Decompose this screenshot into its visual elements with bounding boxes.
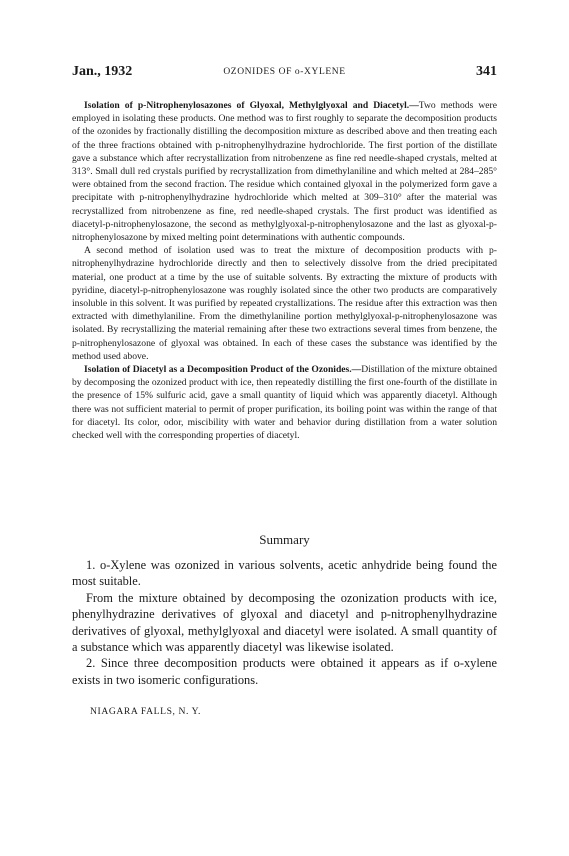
page-number: 341 xyxy=(476,64,497,79)
paragraph-osazones xyxy=(72,99,497,244)
section-heading-osazones: Isolation of p-Nitrophenylosazones of Glyoxal, Methylglyoxal and Diacetyl.— xyxy=(84,100,419,111)
paragraph-text: Distillation of the mixture obtained by decomposing the ozonized product with ice, then repeatedly distilling the first one-fourth of the distillate in the presence of 15% sulfuric acid, gave a small quantity of liquid which was apparently diacetyl. Although there was not sufficient material to permit of proper purification, its boiling point was within the range of that for diacetyl. Its color, odor, miscibility with water and behavior during distillation from a water solution checked well with the corresponding properties of diacetyl. xyxy=(72,364,497,442)
paragraph-second-method xyxy=(72,244,497,363)
author-affiliation: NIAGARA FALLS, N. Y. xyxy=(90,706,201,717)
paragraph-text: Two methods were employed in isolating these products. One method was to first roughly to separate the decomposition products of the ozonides by fractionally distilling the decomposition mixture as described above and then treating each of the three fractions obtained with p-nitrophenylhydrazine hydrochloride. The first portion of the distillate gave a substance which after recrystallization from nitrobenzene as fine red needle-shaped crystals, melted at 313°. Small dull red crystals purified by recrystallization from dimethylaniline and which melted at 284–285° were obtained from the second fraction. The residue which contained glyoxal in the polymerized form gave a precipitate with p-nitrophenylhydrazine hydrochloride which melted at 309–310° after the material was recrystallized from nitrobenzene as fine, red needle-shaped crystals. The first product was identified as diacetyl-p-nitrophenylosazone, the second as methylglyoxal-p-nitrophenylosazone and the last as glyoxal-p-nitrophenylosazone by mixed melting point determinations with authentic compounds. xyxy=(72,100,497,244)
issue-date: Jan., 1932 xyxy=(72,64,133,79)
summary-paragraph-1: 1. o-Xylene was ozonized in various solvents, acetic anhydride being found the most suitable. xyxy=(72,558,497,589)
summary-text xyxy=(72,557,497,688)
summary-paragraph-2: From the mixture obtained by decomposing the ozonization products with ice, phenylhydrazine derivatives of glyoxal and diacetyl and p-nitrophenylhydrazine derivatives of glyoxal, methylglyoxal and diacetyl were isolated. A small quantity of a substance which was apparently diacetyl was likewise isolated. xyxy=(72,590,497,655)
running-title: OZONIDES OF o-XYLENE xyxy=(223,67,346,77)
summary-heading: Summary xyxy=(259,532,310,547)
running-head xyxy=(72,64,497,84)
paragraph-diacetyl xyxy=(72,363,497,442)
summary-paragraph-3: 2. Since three decomposition products were obtained it appears as if o-xylene exists in two isomeric configurations. xyxy=(72,656,497,687)
experimental-text xyxy=(72,99,497,442)
section-heading-diacetyl: Isolation of Diacetyl as a Decomposition Product of the Ozonides.— xyxy=(84,364,362,376)
paragraph-text: A second method of isolation used was to treat the mixture of decomposition products with p-nitrophenylhydrazine hydrochloride directly and then to selectively dissolve from the dried precipitated material, one product at a time by the use of suitable solvents. By extracting the mixture of products with pyridine, diacetyl-p-nitrophenylosazone was roughly isolated since the other two products are comparatively insoluble in this solvent. It was purified by repeated crystallizations. The residue after this extraction was then extracted with dimethylaniline. From the dimethylaniline portion methylglyoxal-p-nitrophenylosazone was isolated. By recrystallizing the material remaining after these two extractions several times from benzene, the p-nitrophenylosazone of glyoxal was obtained. In each of these cases the substance was identified by the method used above. xyxy=(72,245,497,362)
